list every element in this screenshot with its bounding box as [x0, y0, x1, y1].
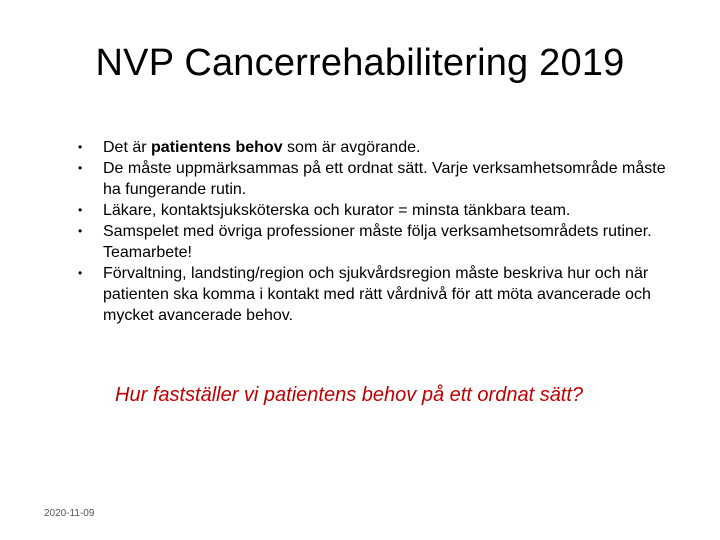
bullet-item	[70, 263, 670, 326]
bullet-text-start: Det är	[103, 139, 152, 156]
bullet-item	[70, 137, 670, 158]
slide-date: 2020-11-09	[44, 508, 95, 519]
bullet-list	[70, 137, 670, 326]
bullet-dot-icon: •	[78, 161, 83, 175]
bullet-text-emphasis: patientens behov	[151, 139, 283, 156]
bullet-dot-icon: •	[78, 203, 83, 217]
bullet-text: Samspelet med övriga professioner måste följa verksamhetsområdets rutiner. Teamarbete!	[103, 223, 652, 261]
bullet-text: Förvaltning, landsting/region och sjukvårdsregion måste beskriva hur och när patienten ska komma i kontakt med rätt vårdnivå för att möta avancerade och mycket avancerade behov.	[103, 265, 651, 324]
bullet-item	[70, 200, 670, 221]
bullet-text: Läkare, kontaktsjuksköterska och kurator = minsta tänkbara team.	[103, 202, 571, 219]
slide-title: NVP Cancerrehabilitering 2019	[95, 42, 625, 84]
bullet-dot-icon: •	[78, 266, 83, 280]
bullet-text: De måste uppmärksammas på ett ordnat sätt. Varje verksamhetsområde måste ha fungerande rutin.	[103, 160, 666, 198]
bullet-text-end: som är avgörande.	[282, 139, 421, 156]
bullet-dot-icon: •	[78, 224, 83, 238]
question-text: Hur fastställer vi patientens behov på ett ordnat sätt?	[115, 384, 584, 406]
bullet-dot-icon: •	[78, 140, 83, 154]
bullet-item	[70, 221, 670, 263]
bullet-item	[70, 158, 670, 200]
